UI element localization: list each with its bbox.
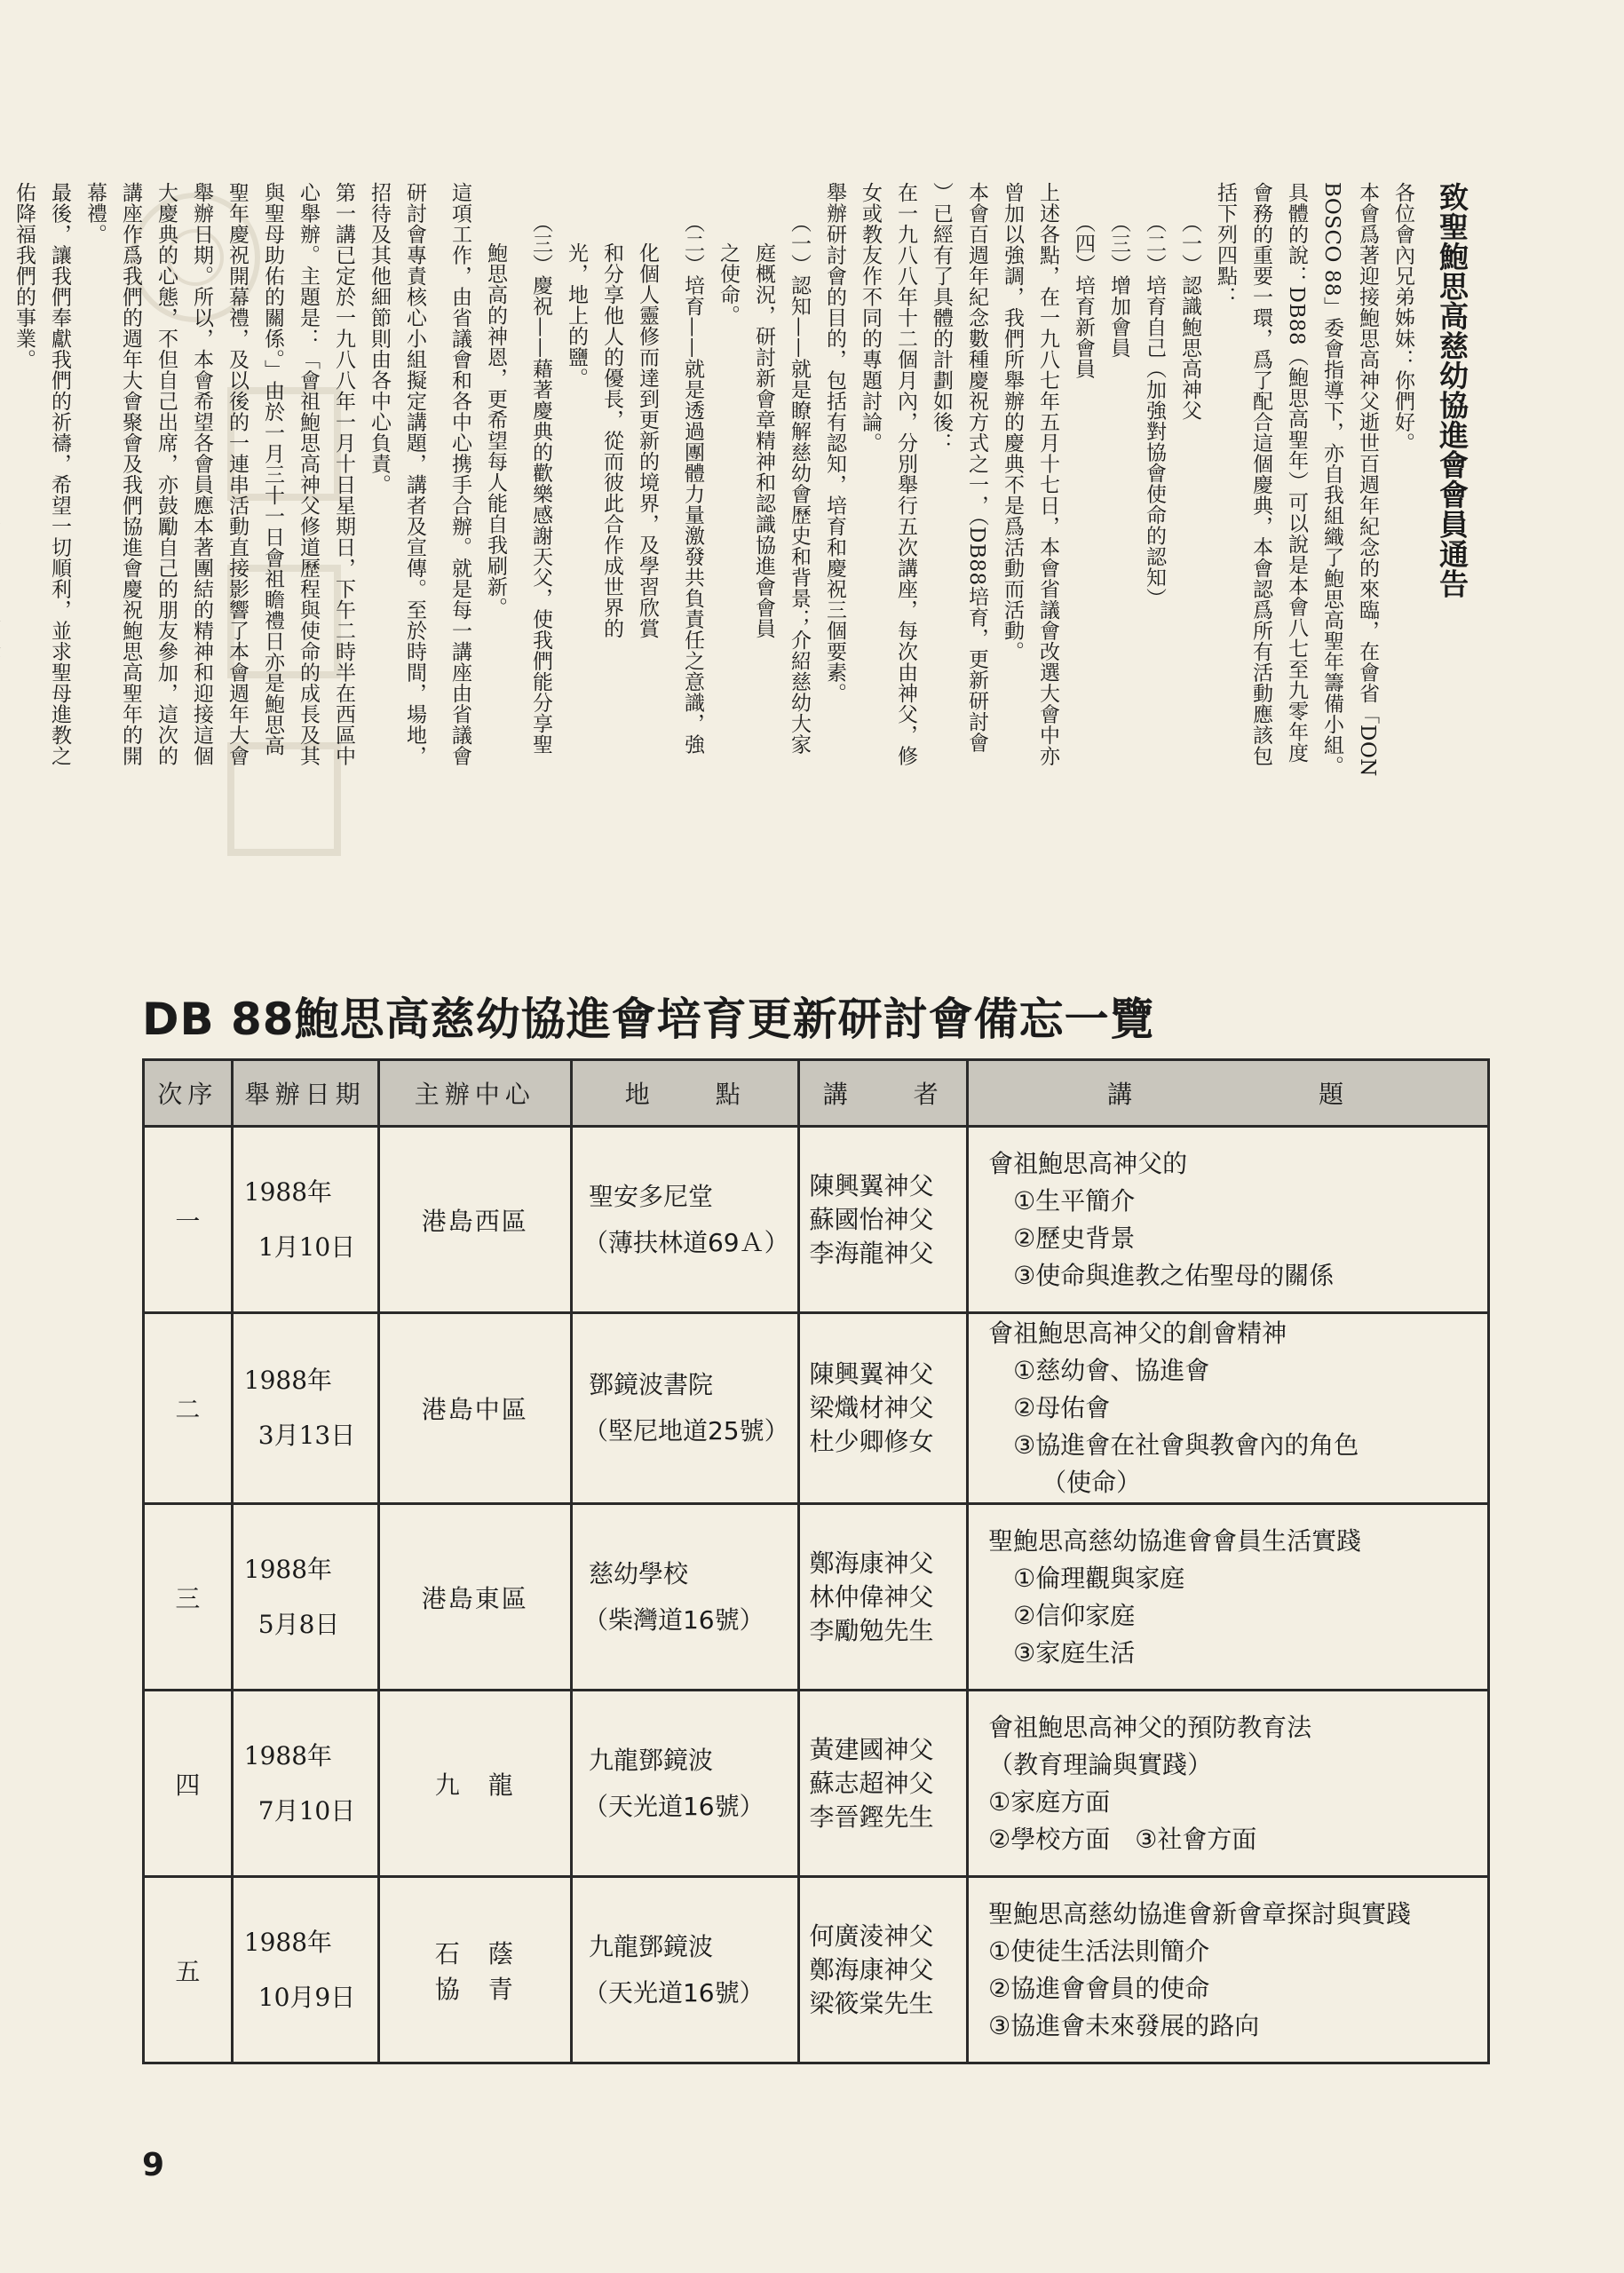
- header-topic: 講 題: [968, 1060, 1489, 1127]
- letter-line: 幕禮。: [83, 182, 107, 245]
- speaker: 梁熾材神父: [809, 1393, 934, 1422]
- letter-line: 本會百週年紀念數種慶祝方式之一，（DB88培育，更新研討會: [965, 182, 988, 753]
- row-seq: 三: [144, 1504, 233, 1691]
- letter-line: 具體的說：DB88（鮑思高聖年）可以說是本會八七至九零年度: [1285, 182, 1308, 764]
- speaker: 蘇志超神父: [809, 1768, 934, 1798]
- notice-letter: [12, 182, 1470, 963]
- topic-line: ③家庭生活: [1013, 1637, 1136, 1667]
- row-speakers: [799, 1504, 968, 1691]
- row-speakers: [799, 1691, 968, 1877]
- row-venue-name: 聖安多尼堂: [588, 1181, 713, 1211]
- row-center-name-2: 協 青: [434, 1974, 515, 2004]
- row-day: 1月10日: [257, 1232, 356, 1262]
- table-row: [144, 1127, 1489, 1313]
- row-center: [378, 1127, 571, 1313]
- topic-line: （教育理論與實踐）: [988, 1749, 1213, 1779]
- row-year: 1988年: [243, 1176, 333, 1207]
- letter-line: 佑降福我們的事業。: [12, 182, 36, 370]
- speaker: 杜少卿修女: [809, 1427, 934, 1456]
- topic-line: ②母佑會: [1013, 1393, 1111, 1422]
- table-header-row: [144, 1060, 1489, 1127]
- row-center-name: 九 龍: [434, 1770, 515, 1800]
- letter-line: 舉辦日期。所以，本會希望各會員應本著團結的精神和迎接這個: [190, 182, 213, 766]
- letter-line: 聖年慶祝開幕禮，及以後的一連串活動直接影響了本會週年大會: [226, 182, 249, 766]
- row-venue-name: 九龍鄧鏡波: [588, 1931, 713, 1961]
- topic-line: 聖鮑思高慈幼協進會會員生活實踐: [988, 1525, 1362, 1556]
- table-row: [144, 1877, 1489, 2063]
- row-year: 1988年: [243, 1740, 333, 1770]
- row-day: 5月8日: [257, 1609, 340, 1639]
- row-center-name: 石 蔭: [434, 1938, 515, 1968]
- row-year: 1988年: [243, 1927, 333, 1957]
- row-day: 3月13日: [257, 1421, 356, 1450]
- letter-line: 庭概況，研討新會章精神和認識協進會會員: [752, 242, 775, 639]
- letter-line: 鮑思高的神恩，更希望每人能自我刷新。: [484, 242, 507, 618]
- row-center-name: 港島東區: [421, 1583, 528, 1613]
- row-venue: [571, 1313, 798, 1504]
- speaker: 鄭海康神父: [809, 1954, 934, 1984]
- row-venue-address: （薄扶林道69Ａ）: [582, 1227, 789, 1257]
- seminar-table: [142, 1058, 1490, 2064]
- table-row: [144, 1691, 1489, 1877]
- speaker: 何廣淩神父: [809, 1921, 934, 1951]
- letter-line: 化個人靈修而達到更新的境界，及學習欣賞: [636, 242, 659, 639]
- letter-line: BOSCO 88」委會指導下，亦自我組織了鮑思高聖年籌備小組。: [1320, 182, 1343, 777]
- topic-line: ①慈幼會、協進會: [1013, 1356, 1210, 1385]
- letter-line: （三）慶祝——藉著慶典的歡樂感謝天父，使我們能分享聖: [529, 212, 552, 755]
- speaker: 梁筱棠先生: [809, 1988, 934, 2018]
- header-venue: 地 點: [571, 1060, 798, 1127]
- row-year: 1988年: [243, 1366, 333, 1395]
- row-topic: [968, 1313, 1489, 1504]
- row-venue-address: （天光道16號）: [582, 1977, 764, 2008]
- row-topic: [968, 1691, 1489, 1877]
- table-row: [144, 1504, 1489, 1691]
- topic-line: ②協進會會員的使命: [988, 1973, 1210, 2003]
- letter-line: 曾加以強調，我們所舉辦的慶典不是爲活動而活動。: [1001, 182, 1024, 662]
- letter-line: 講座作爲我們的週年大會聚會及我們協進會慶祝鮑思高聖年的開: [119, 182, 142, 766]
- row-venue-name: 慈幼學校: [588, 1558, 688, 1588]
- letter-line: （二）培育自己（加強對協會使命的認知）: [1143, 212, 1166, 609]
- letter-line: 第一講已定於一九八八年一月十日星期日，下午二時半在西區中: [332, 182, 355, 766]
- topic-line: ②學校方面 ③社會方面: [988, 1824, 1257, 1854]
- letter-line: 括下列四點：: [1214, 182, 1237, 307]
- speaker: 李晉鏗先生: [809, 1802, 934, 1832]
- speaker: 陳興翼神父: [809, 1359, 934, 1389]
- speaker: 陳興翼神父: [809, 1170, 934, 1200]
- header-date: 舉辦日期: [232, 1060, 378, 1127]
- row-date: [232, 1313, 378, 1504]
- letter-line: （三）增加會員: [1107, 212, 1130, 359]
- table-row: [144, 1313, 1489, 1504]
- page-number: 9: [142, 2147, 165, 2183]
- row-seq: 二: [144, 1313, 233, 1504]
- row-seq: 一: [144, 1127, 233, 1313]
- header-seq: 次序: [144, 1060, 233, 1127]
- topic-line: ①生平簡介: [1013, 1185, 1136, 1216]
- row-center: [378, 1691, 571, 1877]
- letter-line: 本會爲著迎接鮑思高神父逝世百週年紀念的來臨，在會省「DON: [1356, 182, 1379, 777]
- letter-line: 心舉辦。主題是：「會祖鮑思高神父修道歷程與使命的成長及其: [297, 182, 320, 766]
- letter-title: 致聖鮑思高慈幼協進會會員通告: [1435, 182, 1470, 598]
- row-seq: 五: [144, 1877, 233, 2063]
- row-topic: [968, 1504, 1489, 1691]
- letter-line: 之使命。: [717, 242, 740, 326]
- row-date: [232, 1877, 378, 2063]
- letter-line: （四）培育新會員: [1072, 212, 1095, 379]
- row-topic: [968, 1877, 1489, 2063]
- row-venue: [571, 1504, 798, 1691]
- topic-line: 聖鮑思高慈幼協進會新會章探討與實踐: [988, 1898, 1412, 1928]
- row-venue: [571, 1691, 798, 1877]
- speaker: 鄭海康神父: [809, 1548, 934, 1578]
- topic-line: ②信仰家庭: [1013, 1600, 1136, 1630]
- topic-line: 會祖鮑思高神父的預防教育法: [988, 1712, 1312, 1742]
- speaker: 黃建國神父: [809, 1734, 934, 1764]
- row-day: 7月10日: [257, 1795, 356, 1826]
- row-speakers: [799, 1313, 968, 1504]
- speaker: 李海龍神父: [809, 1238, 934, 1268]
- letter-line: 舉辦研討會的目的，包括有認知，培育和慶祝三個要素。: [823, 182, 846, 704]
- topic-line: ③協進會未來發展的路向: [988, 2010, 1260, 2040]
- header-center: 主辦中心: [378, 1060, 571, 1127]
- row-speakers: [799, 1877, 968, 2063]
- row-center: [378, 1313, 571, 1504]
- row-center-name: 港島西區: [421, 1206, 528, 1236]
- letter-line: 女或教友作不同的專題討論。: [859, 182, 882, 454]
- letter-line: 各位會內兄弟姊妹：你們好。: [1391, 182, 1414, 454]
- letter-line: 研討會專責核心小組擬定講題，講者及宣傳。至於時間，場地，: [403, 182, 426, 766]
- topic-line: ①使徒生活法則簡介: [988, 1936, 1210, 1966]
- letter-line: （二）培育——就是透過團體力量激發共負責任之意識，強: [681, 212, 704, 755]
- topic-line: 會祖鮑思高神父的: [988, 1148, 1188, 1178]
- letter-line: 大慶典的心態，不但自己出席，亦鼓勵自己的朋友參加，這次的: [154, 182, 178, 766]
- topic-line: ③協進會在社會與教會內的角色: [1013, 1430, 1359, 1460]
- topic-line: 會祖鮑思高神父的創會精神: [988, 1319, 1287, 1348]
- row-date: [232, 1127, 378, 1313]
- topic-line: （使命）: [1042, 1468, 1142, 1497]
- letter-line: 這項工作，由省議會和各中心携手合辦。就是每一講座由省議會: [448, 182, 471, 766]
- letter-line: 與聖母助佑的關係。」由於一月三十一日會祖瞻禮日亦是鮑思高: [261, 182, 284, 756]
- letter-line: ）已經有了具體的計劃如後：: [930, 182, 953, 454]
- letter-line: （一）認知——就是瞭解慈幼會歷史和背景；介紹慈幼大家: [788, 212, 811, 755]
- row-center: [378, 1877, 571, 2063]
- table-title: DB 88鮑思高慈幼協進會培育更新研討會備忘一覽: [142, 994, 1155, 1045]
- row-venue-name: 鄧鏡波書院: [588, 1370, 713, 1399]
- row-venue-address: （柴灣道16號）: [582, 1604, 764, 1635]
- signature-org: [0, 182, 4, 1256]
- row-topic: [968, 1127, 1489, 1313]
- row-date: [232, 1691, 378, 1877]
- row-speakers: [799, 1127, 968, 1313]
- row-seq: 四: [144, 1691, 233, 1877]
- letter-line: 在一九八八年十二個月內，分別舉行五次講座，每次由神父，修: [894, 182, 917, 766]
- row-year: 1988年: [243, 1554, 333, 1584]
- letter-line: 和分享他人的優長，從而彼此合作成世界的: [600, 242, 623, 639]
- row-date: [232, 1504, 378, 1691]
- speaker: 蘇國怡神父: [809, 1204, 934, 1234]
- letter-line: 上述各點，在一九八七年五月十七日，本會省議會改選大會中亦: [1036, 182, 1059, 766]
- row-center-name: 港島中區: [421, 1395, 528, 1424]
- row-venue-address: （堅尼地道25號）: [582, 1416, 789, 1445]
- row-venue-address: （天光道16號）: [582, 1791, 764, 1821]
- row-venue: [571, 1877, 798, 2063]
- letter-line: 最後，讓我們奉獻我們的祈禱，希望一切順利，並求聖母進教之: [48, 182, 71, 766]
- row-center: [378, 1504, 571, 1691]
- row-day: 10月9日: [257, 1982, 356, 2012]
- topic-line: ②歷史背景: [1013, 1223, 1136, 1253]
- header-speakers: 講 者: [799, 1060, 968, 1127]
- letter-line: 光，地上的鹽。: [565, 242, 588, 389]
- topic-line: ①家庭方面: [988, 1786, 1111, 1817]
- letter-line: 招待及其他細節則由各中心負責。: [368, 182, 391, 495]
- speaker: 林仲偉神父: [809, 1581, 934, 1612]
- row-venue-name: 九龍鄧鏡波: [588, 1745, 713, 1775]
- speaker: 李勵勉先生: [809, 1615, 934, 1645]
- row-venue: [571, 1127, 798, 1313]
- letter-line: （一）認識鮑思高神父: [1178, 212, 1201, 421]
- topic-line: ①倫理觀與家庭: [1013, 1563, 1185, 1593]
- topic-line: ③使命與進教之佑聖母的關係: [1013, 1260, 1335, 1290]
- letter-line: 會務的重要一環，爲了配合這個慶典，本會認爲所有活動應該包: [1249, 182, 1272, 766]
